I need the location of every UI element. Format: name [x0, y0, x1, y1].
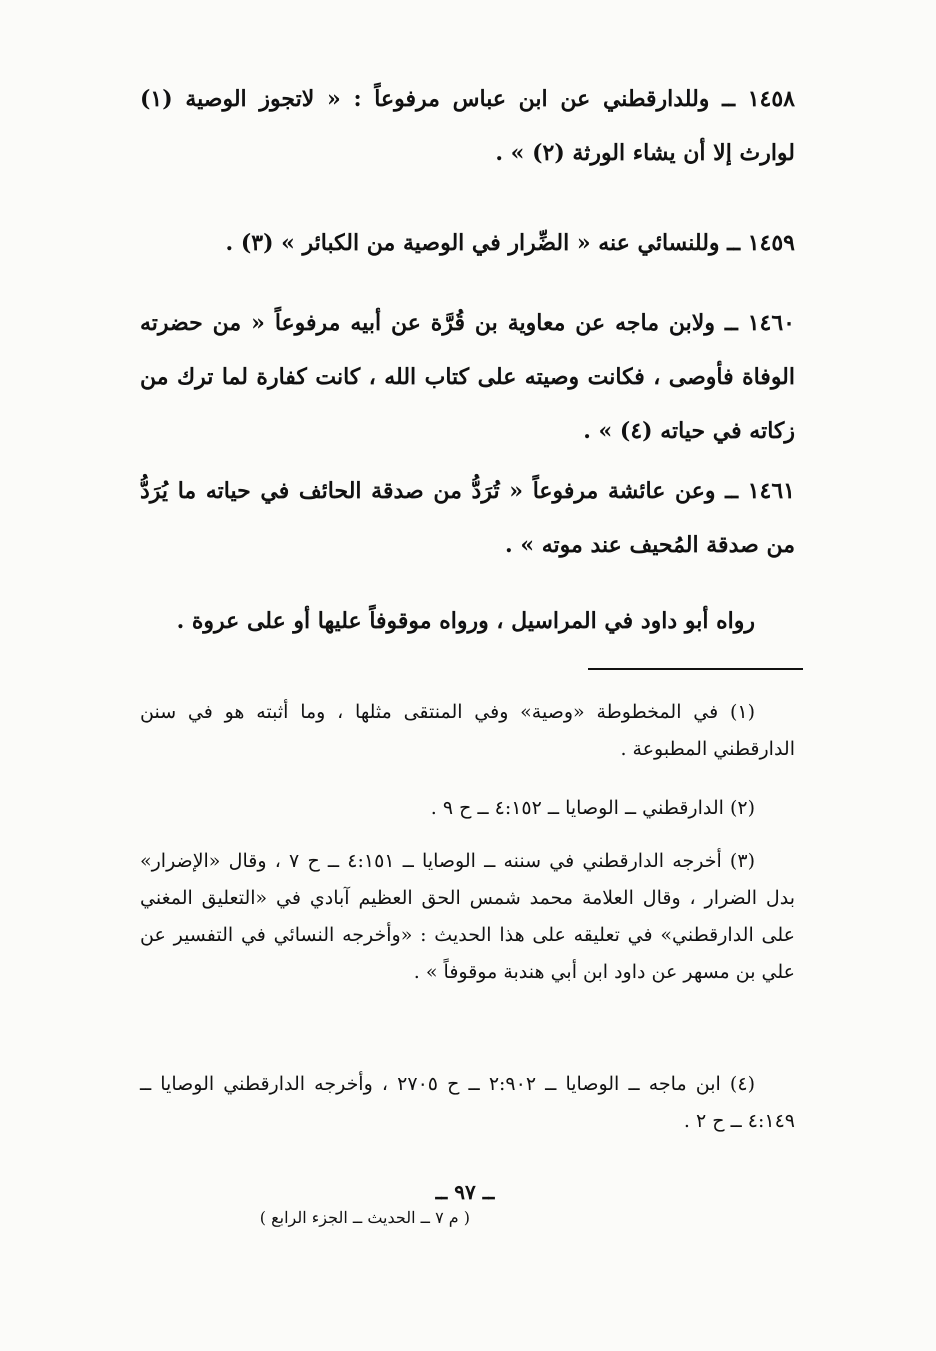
printer-signature: ( م ٧ ــ الحديث ــ الجزء الرابع ) [259, 1208, 470, 1227]
hadith-1461: ١٤٦١ ــ وعن عائشة مرفوعاً « تُرَدُّ من صدقة الحائف في حياته ما يُرَدُّ من صدقة المُحيف عند موته » . [140, 478, 795, 558]
footnote-4: (٤) ابن ماجه ــ الوصايا ــ ٢:٩٠٢ ــ ح ٢٧٠٥ ، وأخرجه الدارقطني الوصايا ــ ٤:١٤٩ ــ ح ٢ . [140, 1073, 795, 1132]
footnote-3: (٣) أخرجه الدارقطني في سننه ــ الوصايا ــ ٤:١٥١ ــ ح ٧ ، وقال «الإضرار» بدل الضرار ، وقال العلامة محمد شمس الحق العظيم آبادي في «التعليق المغني على الدارقطني» في تعليقه على هذا الحديث : «وأخرجه النسائي في التفسير عن علي بن مسهر عن داود ابن أبي هندبة موقوفاً » . [140, 850, 795, 983]
footnote-separator [588, 668, 803, 670]
page-number: ــ ٩٧ ــ [435, 1180, 495, 1204]
footnote-1: (١) في المخطوطة «وصية» وفي المنتقى مثلها ، وما أثبته هو في سنن الدارقطني المطبوعة . [140, 701, 795, 760]
narration-note: رواه أبو داود في المراسيل ، ورواه موقوفاً عليها أو على عروة . [176, 608, 755, 634]
footnote-2: (٢) الدارقطني ــ الوصايا ــ ٤:١٥٢ ــ ح ٩ . [430, 797, 755, 819]
hadith-1460: ١٤٦٠ ــ ولابن ماجه عن معاوية بن قُرَّة عن أبيه مرفوعاً « من حضرته الوفاة فأوصى ، فكانت وصيته على كتاب الله ، كانت كفارة لما ترك من زكاته في حياته (٤) » . [140, 310, 795, 444]
hadith-1458: ١٤٥٨ ــ وللدارقطني عن ابن عباس مرفوعاً : « لاتجوز الوصية (١) لوارث إلا أن يشاء الورثة (٢) » . [140, 86, 795, 166]
hadith-1459: ١٤٥٩ ــ وللنسائي عنه « الضِّرار في الوصية من الكبائر » (٣) . [225, 230, 795, 256]
